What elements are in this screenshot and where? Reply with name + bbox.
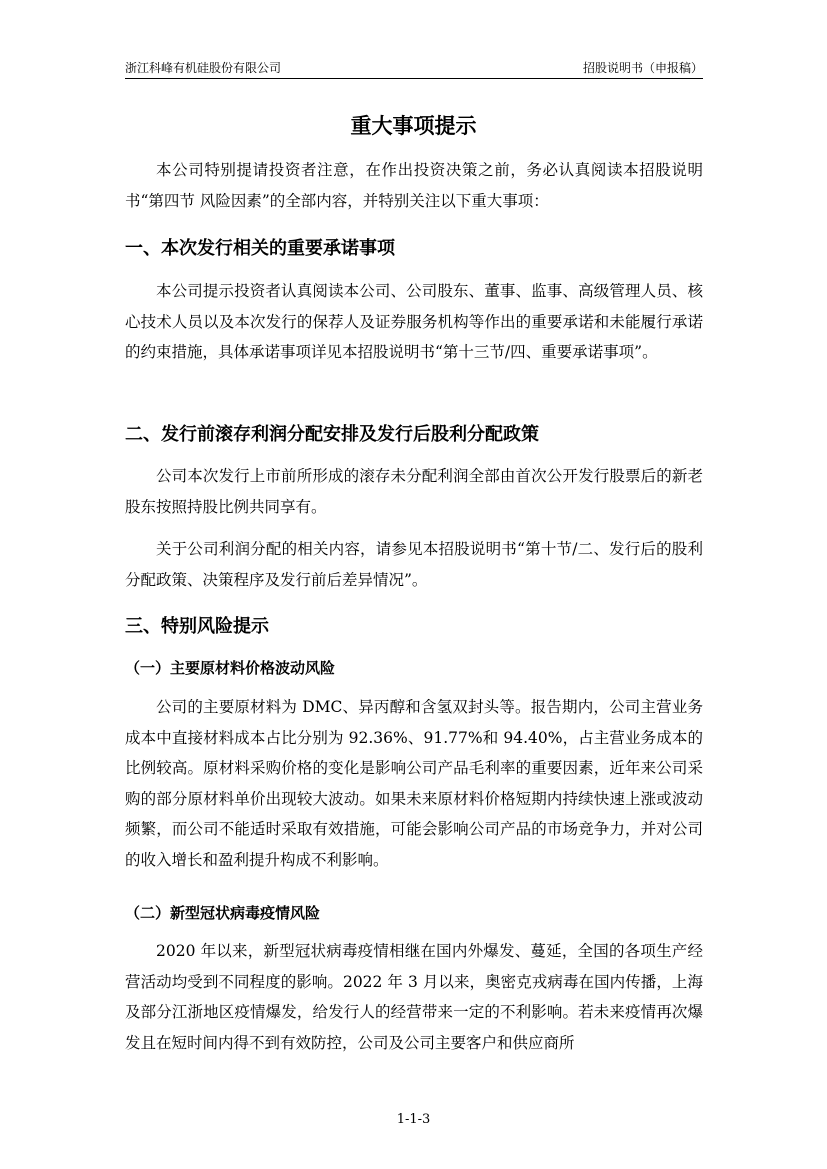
subsection-1-paragraph: 公司的主要原材料为 DMC、异丙醇和含氢双封头等。报告期内，公司主营业务成本中直接材料成本占比分别为 92.36%、91.77%和 94.40%，占主营业务成本的比例较高。原材料采购价格的变化是影响公司产品毛利率的重要因素，近年来公司采购的部分原材料单价出现较大波动。如果未来原材料价格短期内持续快速上涨或波动频繁，而公司不能适时采取有效措施，可能会影响公司产品的市场竞争力，并对公司的收入增长和盈利提升构成不利影响。: [125, 698, 703, 869]
intro-paragraph: 本公司特别提请投资者注意，在作出投资决策之前，务必认真阅读本招股说明书“第四节 风险因素”的全部内容，并特别关注以下重大事项：: [125, 161, 703, 210]
subsection-2-heading: （二）新型冠状病毒疫情风险: [125, 904, 321, 922]
subsection-2-paragraph: 2020 年以来，新型冠状病毒疫情相继在国内外爆发、蔓延，全国的各项生产经营活动均受到不同程度的影响。2022 年 3 月以来，奥密克戎病毒在国内传播，上海及部分江浙地区疫情爆发，给发行人的经营带来一定的不利影响。若未来疫情再次爆发且在短时间内得不到有效防控，公司及公司主要客户和供应商所: [125, 942, 703, 1052]
section-2-paragraph-2: 关于公司利润分配的相关内容，请参见本招股说明书“第十节/二、发行后的股利分配政策、决策程序及发行前后差异情况”。: [125, 540, 703, 589]
page-number: 1-1-3: [396, 1112, 431, 1127]
section-1-paragraph: 本公司提示投资者认真阅读本公司、公司股东、董事、监事、高级管理人员、核心技术人员以及本次发行的保荐人及证券服务机构等作出的重要承诺和未能履行承诺的约束措施，具体承诺事项详见本招股说明书“第十三节/四、重要承诺事项”。: [125, 282, 703, 361]
subsection-1-heading: （一）主要原材料价格波动风险: [125, 659, 336, 677]
header-company: 浙江科峰有机硅股份有限公司: [125, 61, 282, 75]
page-title: 重大事项提示: [350, 114, 477, 138]
section-2-heading: 二、发行前滚存利润分配安排及发行后股利分配政策: [125, 424, 539, 445]
section-2-paragraph-1: 公司本次发行上市前所形成的滚存未分配利润全部由首次公开发行股票后的新老股东按照持股比例共同享有。: [125, 467, 703, 516]
section-1-heading: 一、本次发行相关的重要承诺事项: [125, 238, 395, 259]
page-header: [125, 56, 703, 79]
header-doc-type: 招股说明书（申报稿）: [582, 61, 703, 75]
section-3-heading: 三、特别风险提示: [125, 616, 269, 637]
